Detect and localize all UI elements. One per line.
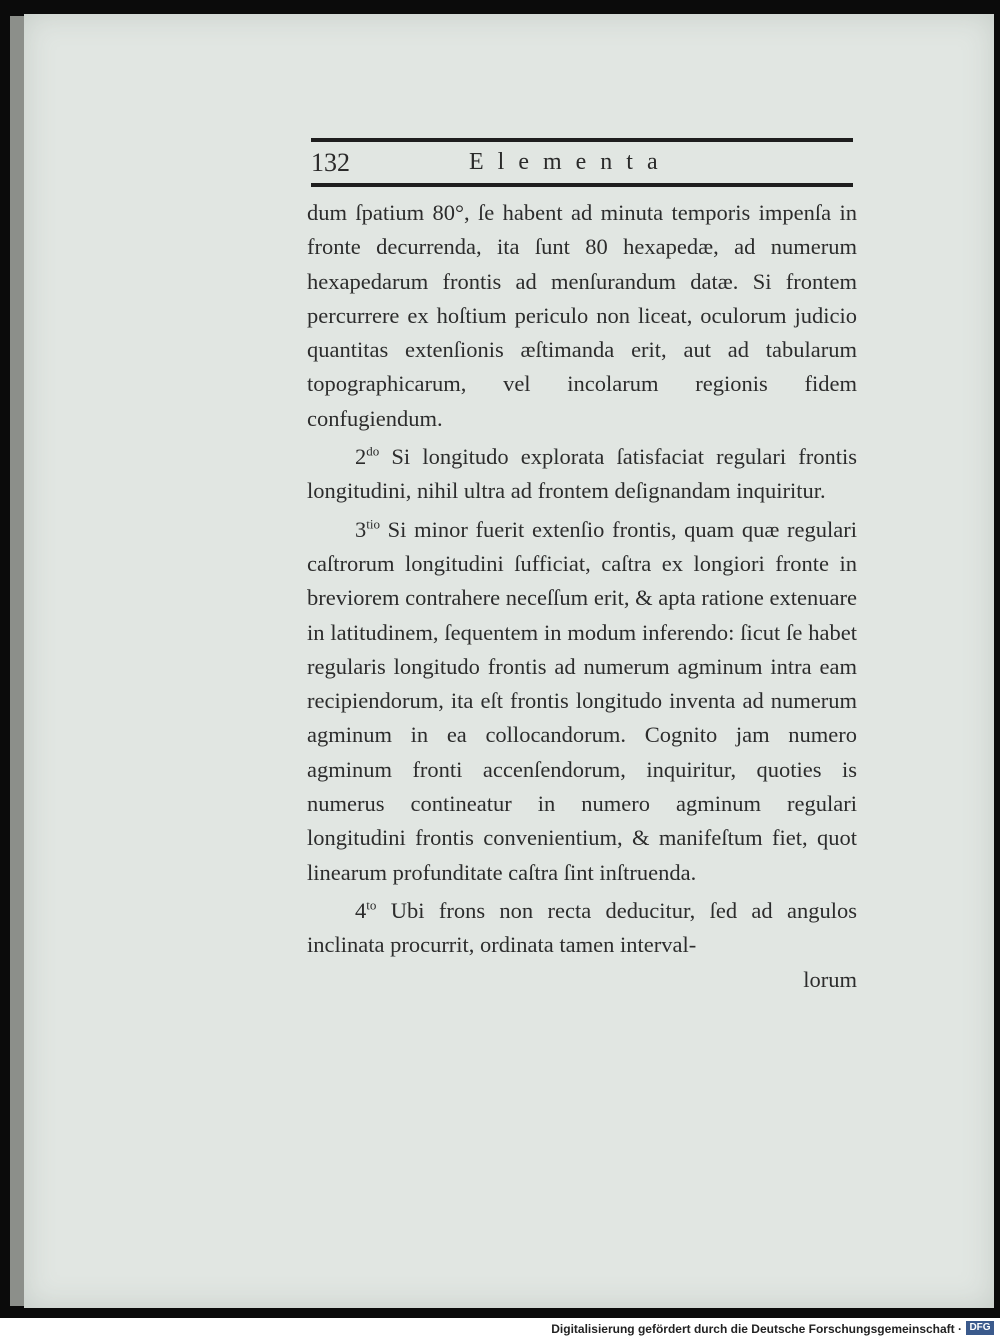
paragraph-4-text: Ubi frons non recta deducitur, ſed ad angulos inclinata procurrit, ordinata tamen interval- xyxy=(307,897,858,958)
paragraph-2 xyxy=(307,440,857,509)
header-rule-bottom xyxy=(311,183,853,187)
paragraph-3 xyxy=(307,513,857,890)
header-rule-top xyxy=(311,138,853,142)
paragraph-4-number: 4 xyxy=(355,897,367,923)
paragraph-3-ordinal: tio xyxy=(366,516,380,532)
paragraph-4 xyxy=(307,894,857,963)
paragraph-2-ordinal: do xyxy=(366,443,380,459)
running-title: Elementa xyxy=(469,149,672,175)
dfg-logo-icon: DFG xyxy=(966,1321,994,1335)
paragraph-3-number: 3 xyxy=(355,516,367,542)
catchword: lorum xyxy=(803,966,857,992)
paragraph-2-text: Si longitudo explorata ſatisfaciat regulari frontis longitudini, nihil ultra ad frontem deſignandam inquiritur. xyxy=(307,444,858,504)
paragraph-3-text: Si minor fuerit extenſio frontis, quam quæ regulari caſtrorum longitudini ſufficiat, caſtra ex longiori fronte in breviorem contrahere neceſſum erit, & apta ratione extenuare in latitudinem, ſequentem in modum inferendo: ſicut ſe habet regularis longitudo frontis ad numerum agminum intra eam recipiendorum, ita eſt frontis longitudo inventa ad numerum agminum in ea collocandorum. Cognito jam numero agminum fronti accenſendorum, inquiritur, quoties is numerus contineatur in numero agminum regulari longitudini frontis convenientium, & manifeſtum fiet, quot linearum profunditate caſtra ſint inſtruenda. xyxy=(307,516,857,885)
paragraph-1: dum ſpatium 80°, ſe habent ad minuta temporis impenſa in fronte decurrenda, ita ſunt 80 hexapedæ, ad numerum hexapedarum frontis ad menſurandum datæ. Si frontem percurrere ex hoſtium periculo non liceat, oculorum judicio quantitas extenſionis æſtimanda erit, aut ad tabularum topographicarum, vel incolarum regionis fidem confugiendum. xyxy=(307,200,857,431)
paragraph-4-ordinal: to xyxy=(366,897,377,913)
footer-bar xyxy=(0,1318,1000,1340)
body-text xyxy=(307,196,857,997)
page-number: 132 xyxy=(311,148,350,177)
paragraph-2-number: 2 xyxy=(355,444,367,470)
funding-credit: Digitalisierung gefördert durch die Deutsche Forschungsgemeinschaft · xyxy=(551,1322,962,1336)
running-header xyxy=(311,146,853,180)
